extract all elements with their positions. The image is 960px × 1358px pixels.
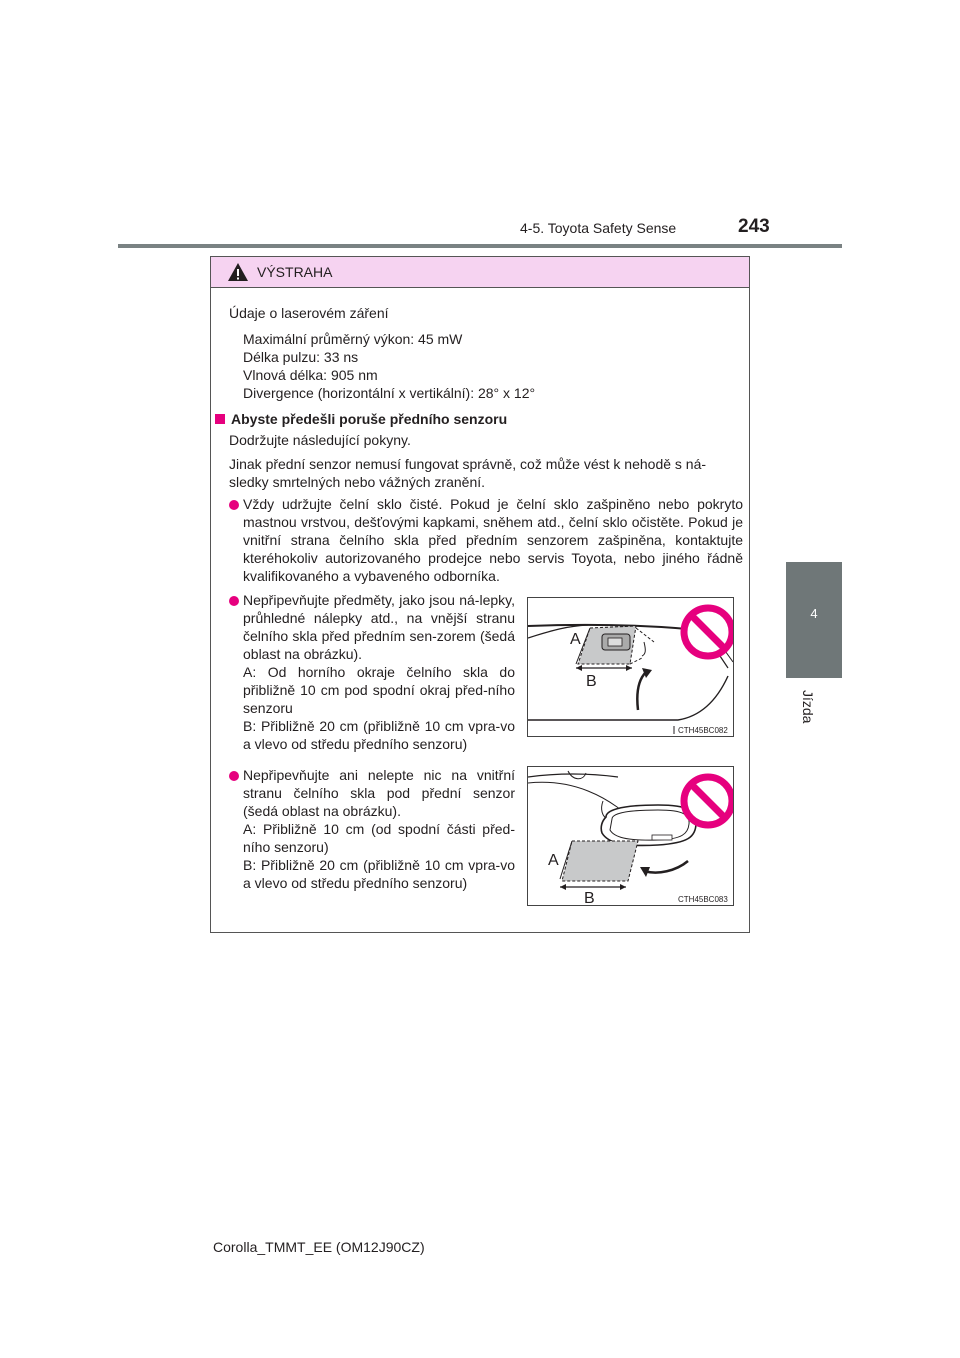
warning-title: VÝSTRAHA	[257, 264, 333, 280]
figure2-label-a: A	[548, 852, 559, 869]
bullet-dot	[229, 596, 239, 606]
bullet2-a-text: A: Od horního okraje čelního skla do přibližně 10 cm pod spodní okraj před-ního senzoru	[243, 664, 515, 716]
figure2-label-b: B	[584, 890, 595, 905]
laser-line-pulse: Délka pulzu: 33 ns	[243, 349, 359, 365]
section-square-bullet	[215, 414, 225, 424]
bullet3-block	[243, 766, 515, 892]
figure2-code: CTH45BC083	[678, 895, 728, 904]
laser-line-wavelength: Vlnová délka: 905 nm	[243, 367, 378, 383]
header-rule	[118, 244, 842, 248]
bullet3-text: Nepřipevňujte ani nelepte nic na vnitřní stranu čelního skla pod přední senzor (šedá oblast na obrázku).	[243, 767, 515, 819]
bullet2-b-text: B: Přibližně 20 cm (přibližně 10 cm vpra-vo a vlevo od středu předního senzoru)	[243, 718, 515, 752]
laser-line-power: Maximální průměrný výkon: 45 mW	[243, 331, 463, 347]
instructions-text: Dodržujte následující pokyny.	[229, 432, 411, 448]
header-section-title: 4-5. Toyota Safety Sense	[520, 220, 677, 236]
laser-line-divergence: Divergence (horizontální x vertikální): 28° x 12°	[243, 385, 536, 401]
warning-header	[211, 257, 749, 288]
chapter-tab	[786, 562, 842, 678]
bullet2-block	[243, 591, 515, 753]
figure1-code: CTH45BC082	[678, 726, 728, 735]
laser-heading: Údaje o laserovém záření	[229, 305, 389, 321]
figure-windshield-interior	[527, 766, 734, 906]
sensor-section-heading	[215, 410, 507, 428]
page-number: 243	[738, 216, 770, 237]
bullet-dot	[229, 500, 239, 510]
bullet3-b-text: B: Přibližně 20 cm (přibližně 10 cm vpra-vo a vlevo od středu předního senzoru)	[243, 857, 515, 891]
bullet-dot	[229, 771, 239, 781]
figure1-label-b: B	[586, 673, 597, 690]
bullet3-a-text: A: Přibližně 10 cm (od spodní části před-ního senzoru)	[243, 821, 515, 855]
bullet1-text: Vždy udržujte čelní sklo čisté. Pokud je čelní sklo zašpiněno nebo pokryto mastnou vrstvou, dešťovými kapkami, sněhem atd., čelní sklo očistěte. Pokud je vnitřní strana čelního skla před předním senzorem zašpiněna, kontaktujte kteréhokoliv autorizovaného prodejce nebo servis Toyota, nebo jiného řádně kvalifikovaného a vybaveného odborníka.	[243, 496, 743, 584]
consequence-text: Jinak přední senzor nemusí fungovat správně, což může vést k nehodě s ná-sledky smrtelných nebo vážných zranění.	[229, 456, 707, 490]
footer-document-code: Corolla_TMMT_EE (OM12J90CZ)	[213, 1239, 425, 1255]
windshield-interior-illustration	[528, 767, 733, 905]
figure-windshield-exterior	[527, 597, 734, 737]
chapter-label: Jízda	[800, 690, 816, 724]
chapter-tab-number: 4	[810, 606, 818, 621]
figure1-label-a: A	[570, 631, 581, 648]
windshield-exterior-illustration	[528, 598, 733, 736]
warning-box	[210, 256, 750, 933]
sensor-section-heading-text: Abyste předešli poruše předního senzoru	[231, 411, 508, 427]
warning-triangle-icon	[227, 262, 249, 282]
bullet2-text: Nepřipevňujte předměty, jako jsou ná-lepky, průhledné nálepky atd., na vnější stranu čelního skla před předním sen-zorem (šedá oblast na obrázku).	[243, 592, 515, 662]
